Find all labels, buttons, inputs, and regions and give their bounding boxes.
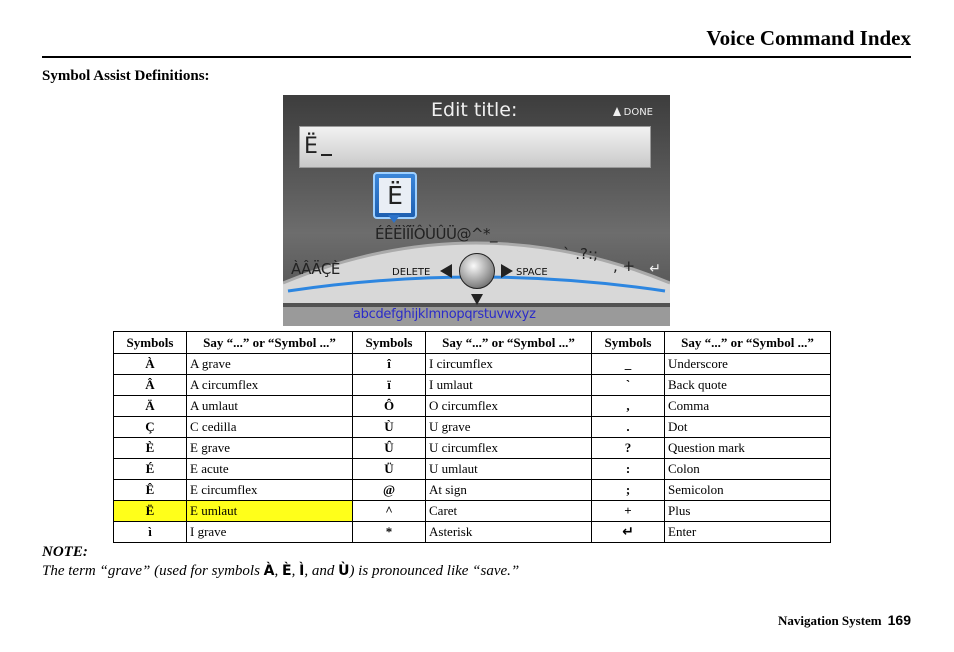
symbol-cell: À	[114, 354, 187, 375]
say-cell: U grave	[426, 417, 592, 438]
say-cell: Enter	[665, 522, 831, 543]
symbol-cell: .	[592, 417, 665, 438]
say-cell: I umlaut	[426, 375, 592, 396]
done-label: DONE	[623, 107, 653, 118]
symbol-cell: È	[114, 438, 187, 459]
char-row-lower: ÀÂÄÇÈ	[291, 260, 340, 278]
symbol-cell: Ù	[353, 417, 426, 438]
table-row	[114, 522, 831, 543]
symbol-cell: `	[592, 375, 665, 396]
say-cell: A umlaut	[187, 396, 353, 417]
screen-title: Edit title:	[431, 99, 518, 121]
alphabet-text: abcdefghijklmnopqrstuvwxyz	[353, 307, 536, 322]
enter-icon: ↵	[622, 524, 634, 540]
triangle-up-icon	[613, 107, 621, 116]
title-input-value: Ë	[304, 134, 318, 159]
symbol-cell: ï	[353, 375, 426, 396]
symbol-cell: Ê	[114, 480, 187, 501]
selector-knob	[459, 253, 495, 289]
note-sep: , and	[304, 563, 339, 579]
done-button	[613, 107, 653, 118]
symbol-cell: *	[353, 522, 426, 543]
arrow-right-icon	[501, 264, 513, 278]
table-row	[114, 354, 831, 375]
char-row-upper-tail: ` .?:;	[563, 245, 599, 263]
symbol-cell: Ç	[114, 417, 187, 438]
note-symbol: Ì	[299, 563, 305, 579]
say-cell: O circumflex	[426, 396, 592, 417]
symbol-cell: :	[592, 459, 665, 480]
symbol-cell: Â	[114, 375, 187, 396]
table-header-row	[114, 332, 831, 354]
text-cursor	[321, 154, 332, 156]
note-text-after: ) is pronounced like “save.”	[349, 563, 520, 579]
table-row	[114, 438, 831, 459]
page-title: Voice Command Index	[706, 26, 911, 50]
arrow-left-icon	[440, 264, 452, 278]
table-row-highlighted	[114, 501, 831, 522]
say-cell: E circumflex	[187, 480, 353, 501]
header-say-2: Say “...” or “Symbol ...”	[426, 332, 592, 354]
page-number: 169	[887, 612, 911, 628]
section-subheading: Symbol Assist Definitions:	[42, 68, 210, 84]
say-cell-highlighted: E umlaut	[187, 501, 353, 522]
note-sep: ,	[274, 563, 283, 579]
arrow-down-icon	[471, 294, 483, 305]
symbol-cell: _	[592, 354, 665, 375]
say-cell: Back quote	[665, 375, 831, 396]
selected-char: Ë	[379, 178, 411, 213]
say-cell: Colon	[665, 459, 831, 480]
say-cell: I circumflex	[426, 354, 592, 375]
note-symbol: À	[263, 563, 275, 579]
say-cell: E grave	[187, 438, 353, 459]
say-cell: E acute	[187, 459, 353, 480]
note-symbol: Ù	[338, 563, 350, 579]
symbol-cell: @	[353, 480, 426, 501]
table-row	[114, 480, 831, 501]
say-cell: Plus	[665, 501, 831, 522]
note-symbol: È	[282, 563, 292, 579]
header-say-1: Say “...” or “Symbol ...”	[187, 332, 353, 354]
symbol-cell-highlighted: Ë	[114, 501, 187, 522]
note-label: NOTE:	[42, 544, 88, 560]
say-cell: C cedilla	[187, 417, 353, 438]
nav-screen-image	[283, 95, 670, 326]
enter-symbol-cell	[592, 522, 665, 543]
say-cell: U circumflex	[426, 438, 592, 459]
symbol-cell: É	[114, 459, 187, 480]
symbol-cell: î	[353, 354, 426, 375]
page-footer	[778, 612, 911, 629]
title-input-box	[299, 126, 651, 168]
char-row-upper: ÉÊËÌÎÏÔÙÛÜ@^*_	[375, 225, 498, 243]
say-cell: U umlaut	[426, 459, 592, 480]
say-cell: At sign	[426, 480, 592, 501]
symbol-cell: ,	[592, 396, 665, 417]
say-cell: Question mark	[665, 438, 831, 459]
note-text-before: The term “grave” (used for symbols	[42, 563, 264, 579]
header-symbols-3: Symbols	[592, 332, 665, 354]
symbol-cell: ?	[592, 438, 665, 459]
say-cell: Caret	[426, 501, 592, 522]
say-cell: Underscore	[665, 354, 831, 375]
say-cell: A circumflex	[187, 375, 353, 396]
footer-label: Navigation System	[778, 613, 882, 628]
space-label: SPACE	[516, 267, 548, 278]
symbol-cell: Ô	[353, 396, 426, 417]
symbol-cell: ;	[592, 480, 665, 501]
symbol-cell: Ä	[114, 396, 187, 417]
header-symbols-1: Symbols	[114, 332, 187, 354]
say-cell: Semicolon	[665, 480, 831, 501]
table-row	[114, 396, 831, 417]
alphabet-strip	[283, 307, 670, 326]
table-row	[114, 417, 831, 438]
table-row	[114, 459, 831, 480]
symbol-table	[113, 331, 831, 543]
symbol-cell: ì	[114, 522, 187, 543]
header-say-3: Say “...” or “Symbol ...”	[665, 332, 831, 354]
symbol-cell: +	[592, 501, 665, 522]
symbol-cell: Û	[353, 438, 426, 459]
say-cell: Dot	[665, 417, 831, 438]
note-sep: ,	[291, 563, 300, 579]
delete-label: DELETE	[392, 267, 431, 278]
header-symbols-2: Symbols	[353, 332, 426, 354]
say-cell: Comma	[665, 396, 831, 417]
title-rule	[42, 56, 911, 58]
symbol-cell: Ü	[353, 459, 426, 480]
note-text	[42, 563, 519, 580]
say-cell: I grave	[187, 522, 353, 543]
say-cell: Asterisk	[426, 522, 592, 543]
symbol-cell: ^	[353, 501, 426, 522]
selected-char-highlight	[373, 172, 417, 219]
table-row	[114, 375, 831, 396]
say-cell: A grave	[187, 354, 353, 375]
char-row-lower-tail: , +	[613, 257, 636, 275]
enter-icon: ↵	[649, 261, 661, 277]
